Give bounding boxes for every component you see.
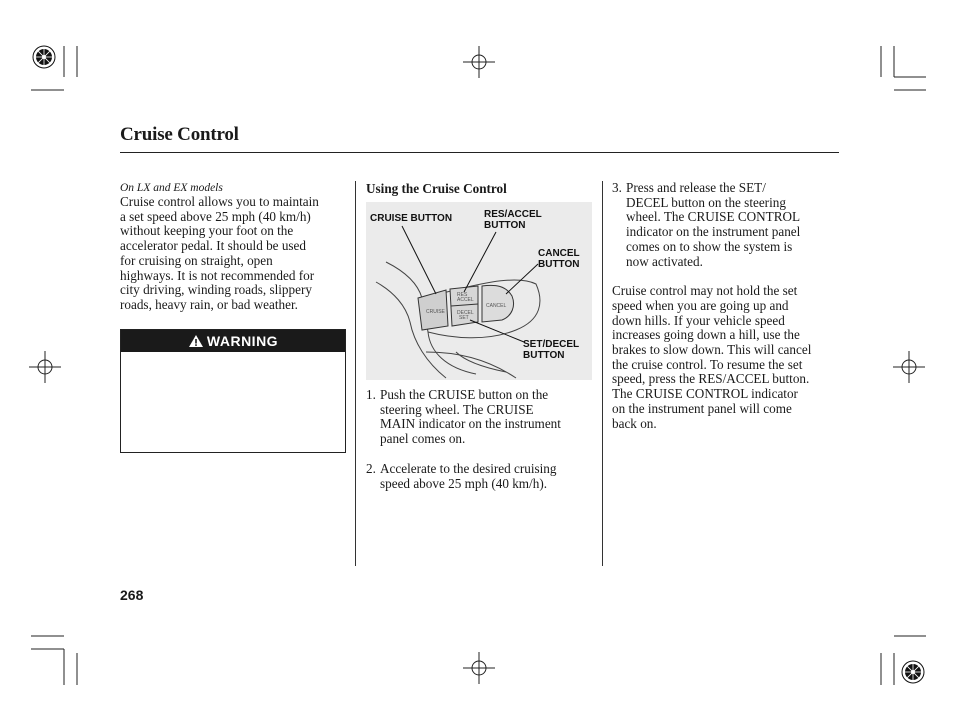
list-item [366, 388, 598, 447]
step-number: 2. [366, 460, 376, 476]
intro-line: Cruise control allows you to maintain [120, 194, 319, 209]
section-title: Cruise Control [120, 124, 239, 145]
svg-text:DECEL: DECEL [457, 310, 474, 316]
svg-text:CRUISE: CRUISE [426, 309, 445, 315]
step-line: MAIN indicator on the instrument [380, 416, 561, 432]
step-line: Press and release the SET/ [626, 180, 766, 195]
step-text [626, 181, 800, 269]
intro-line: for cruising on straight, open [120, 252, 273, 268]
step-line: steering wheel. The CRUISE [380, 401, 534, 417]
intro-line: city driving, winding roads, slippery [120, 282, 312, 298]
note-line: on the instrument panel will come [612, 400, 792, 416]
step-text [380, 388, 561, 447]
cruise-control-figure [366, 202, 592, 380]
svg-text:SET: SET [459, 315, 469, 321]
intro-line: without keeping your foot on the [120, 223, 294, 239]
cruise-note-paragraph [612, 284, 848, 431]
step-line: speed above 25 mph (40 km/h). [380, 475, 548, 491]
step-number: 1. [366, 387, 376, 402]
warning-box [120, 329, 346, 453]
left-column [120, 181, 350, 313]
step-line: indicator on the instrument panel [626, 224, 801, 240]
cruise-button-label: CRUISE BUTTON [370, 213, 453, 224]
note-line: increases going down a hill, use the [612, 327, 800, 343]
column-divider-left [355, 181, 356, 566]
step-line: panel comes on. [380, 431, 466, 447]
note-line: the cruise control. To resume the set [612, 356, 803, 372]
note-line: back on. [612, 415, 657, 431]
svg-text:RES: RES [457, 292, 468, 298]
cancel-button-label: CANCEL BUTTON [538, 248, 580, 270]
title-rule [120, 152, 839, 153]
step-line: wheel. The CRUISE CONTROL [626, 209, 801, 225]
step-line: Accelerate to the desired cruising [380, 460, 557, 476]
list-item [612, 181, 848, 269]
note-line: brakes to slow down. This will cancel [612, 342, 812, 358]
step-line: DECEL button on the steering [626, 194, 786, 210]
step-line: comes on to show the system is [626, 238, 793, 254]
svg-text:CANCEL: CANCEL [486, 303, 507, 309]
page-number: 268 [120, 587, 144, 603]
note-line: The CRUISE CONTROL indicator [612, 386, 798, 402]
intro-line: a set speed above 25 mph (40 km/h) [120, 208, 311, 224]
model-note: On LX and EX models [120, 182, 223, 194]
warning-triangle-icon [188, 334, 204, 348]
middle-steps [366, 388, 598, 491]
subheading: Using the Cruise Control [366, 181, 507, 196]
step-line: now activated. [626, 253, 703, 269]
step-line: Push the CRUISE button on the [380, 387, 549, 402]
note-line: Cruise control may not hold the set [612, 283, 798, 299]
step-number: 3. [612, 180, 622, 195]
right-column [612, 181, 848, 431]
intro-line: roads, heavy rain, or bad weather. [120, 296, 298, 312]
registration-target-top-left [33, 46, 55, 68]
list-item [366, 462, 598, 491]
note-line: speed when you are going up and [612, 297, 789, 313]
intro-paragraph [120, 195, 350, 313]
svg-text:ACCEL: ACCEL [457, 297, 474, 303]
intro-line: accelerator pedal. It should be used [120, 238, 307, 254]
note-line: down hills. If your vehicle speed [612, 312, 785, 328]
registration-target-bottom-right [902, 661, 924, 683]
step-text [380, 462, 557, 491]
note-line: speed, press the RES/ACCEL button. [612, 371, 810, 387]
intro-line: highways. It is not recommended for [120, 267, 315, 283]
warning-label: WARNING [206, 333, 279, 349]
column-divider-right [602, 181, 603, 566]
res-accel-button-label: RES/ACCEL BUTTON [484, 209, 542, 231]
set-decel-button-label: SET/DECEL BUTTON [523, 339, 580, 361]
warning-header [121, 330, 345, 352]
